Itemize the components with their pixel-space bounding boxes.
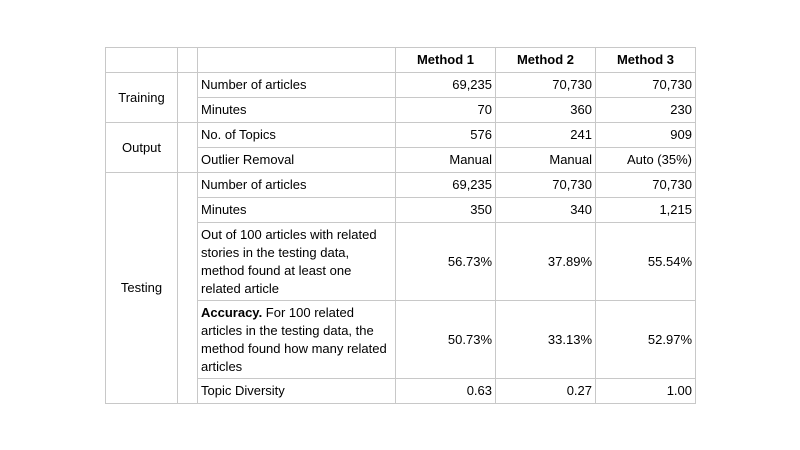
value-method-2: 37.89% (496, 223, 596, 301)
value-method-3: 70,730 (596, 173, 696, 198)
value-method-3: 230 (596, 98, 696, 123)
column-header-method-2: Method 2 (496, 48, 596, 73)
value-method-3: 1,215 (596, 198, 696, 223)
group-label-output: Output (106, 123, 178, 173)
empty-corner-cell (106, 48, 178, 73)
row-label: Number of articles (198, 73, 396, 98)
header-row (106, 48, 696, 73)
value-method-1: 0.63 (396, 379, 496, 404)
row-label: No. of Topics (198, 123, 396, 148)
value-method-3: 70,730 (596, 73, 696, 98)
value-method-1: Manual (396, 148, 496, 173)
value-method-1: 56.73% (396, 223, 496, 301)
empty-spacer-cell (178, 48, 198, 73)
group-spacer-cell (178, 173, 198, 404)
column-header-method-3: Method 3 (596, 48, 696, 73)
value-method-1: 576 (396, 123, 496, 148)
value-method-1: 70 (396, 98, 496, 123)
row-label: Number of articles (198, 173, 396, 198)
empty-label-header-cell (198, 48, 396, 73)
column-header-method-1: Method 1 (396, 48, 496, 73)
results-table (105, 47, 696, 404)
value-method-2: 0.27 (496, 379, 596, 404)
value-method-1: 50.73% (396, 301, 496, 379)
group-label-testing: Testing (106, 173, 178, 404)
value-method-1: 69,235 (396, 173, 496, 198)
row-label: Topic Diversity (198, 379, 396, 404)
value-method-3: Auto (35%) (596, 148, 696, 173)
row-label (198, 301, 396, 379)
group-spacer-cell (178, 123, 198, 173)
value-method-1: 69,235 (396, 73, 496, 98)
row-label: Outlier Removal (198, 148, 396, 173)
value-method-2: 340 (496, 198, 596, 223)
value-method-2: 70,730 (496, 173, 596, 198)
group-label-training: Training (106, 73, 178, 123)
value-method-3: 55.54% (596, 223, 696, 301)
value-method-1: 350 (396, 198, 496, 223)
table-row (106, 73, 696, 98)
value-method-3: 52.97% (596, 301, 696, 379)
value-method-2: 33.13% (496, 301, 596, 379)
value-method-2: Manual (496, 148, 596, 173)
value-method-2: 360 (496, 98, 596, 123)
row-label-bold-lead: Accuracy. (201, 304, 263, 320)
value-method-3: 909 (596, 123, 696, 148)
row-label: Out of 100 articles with related stories in the testing data, method found at least one related article (198, 223, 396, 301)
value-method-2: 70,730 (496, 73, 596, 98)
row-label: Minutes (198, 98, 396, 123)
row-label: Minutes (198, 198, 396, 223)
table-row (106, 123, 696, 148)
value-method-2: 241 (496, 123, 596, 148)
group-spacer-cell (178, 73, 198, 123)
table-row (106, 173, 696, 198)
value-method-3: 1.00 (596, 379, 696, 404)
row-label-rest: For 100 related articles in the testing data, the method found how many related articles (201, 304, 387, 374)
